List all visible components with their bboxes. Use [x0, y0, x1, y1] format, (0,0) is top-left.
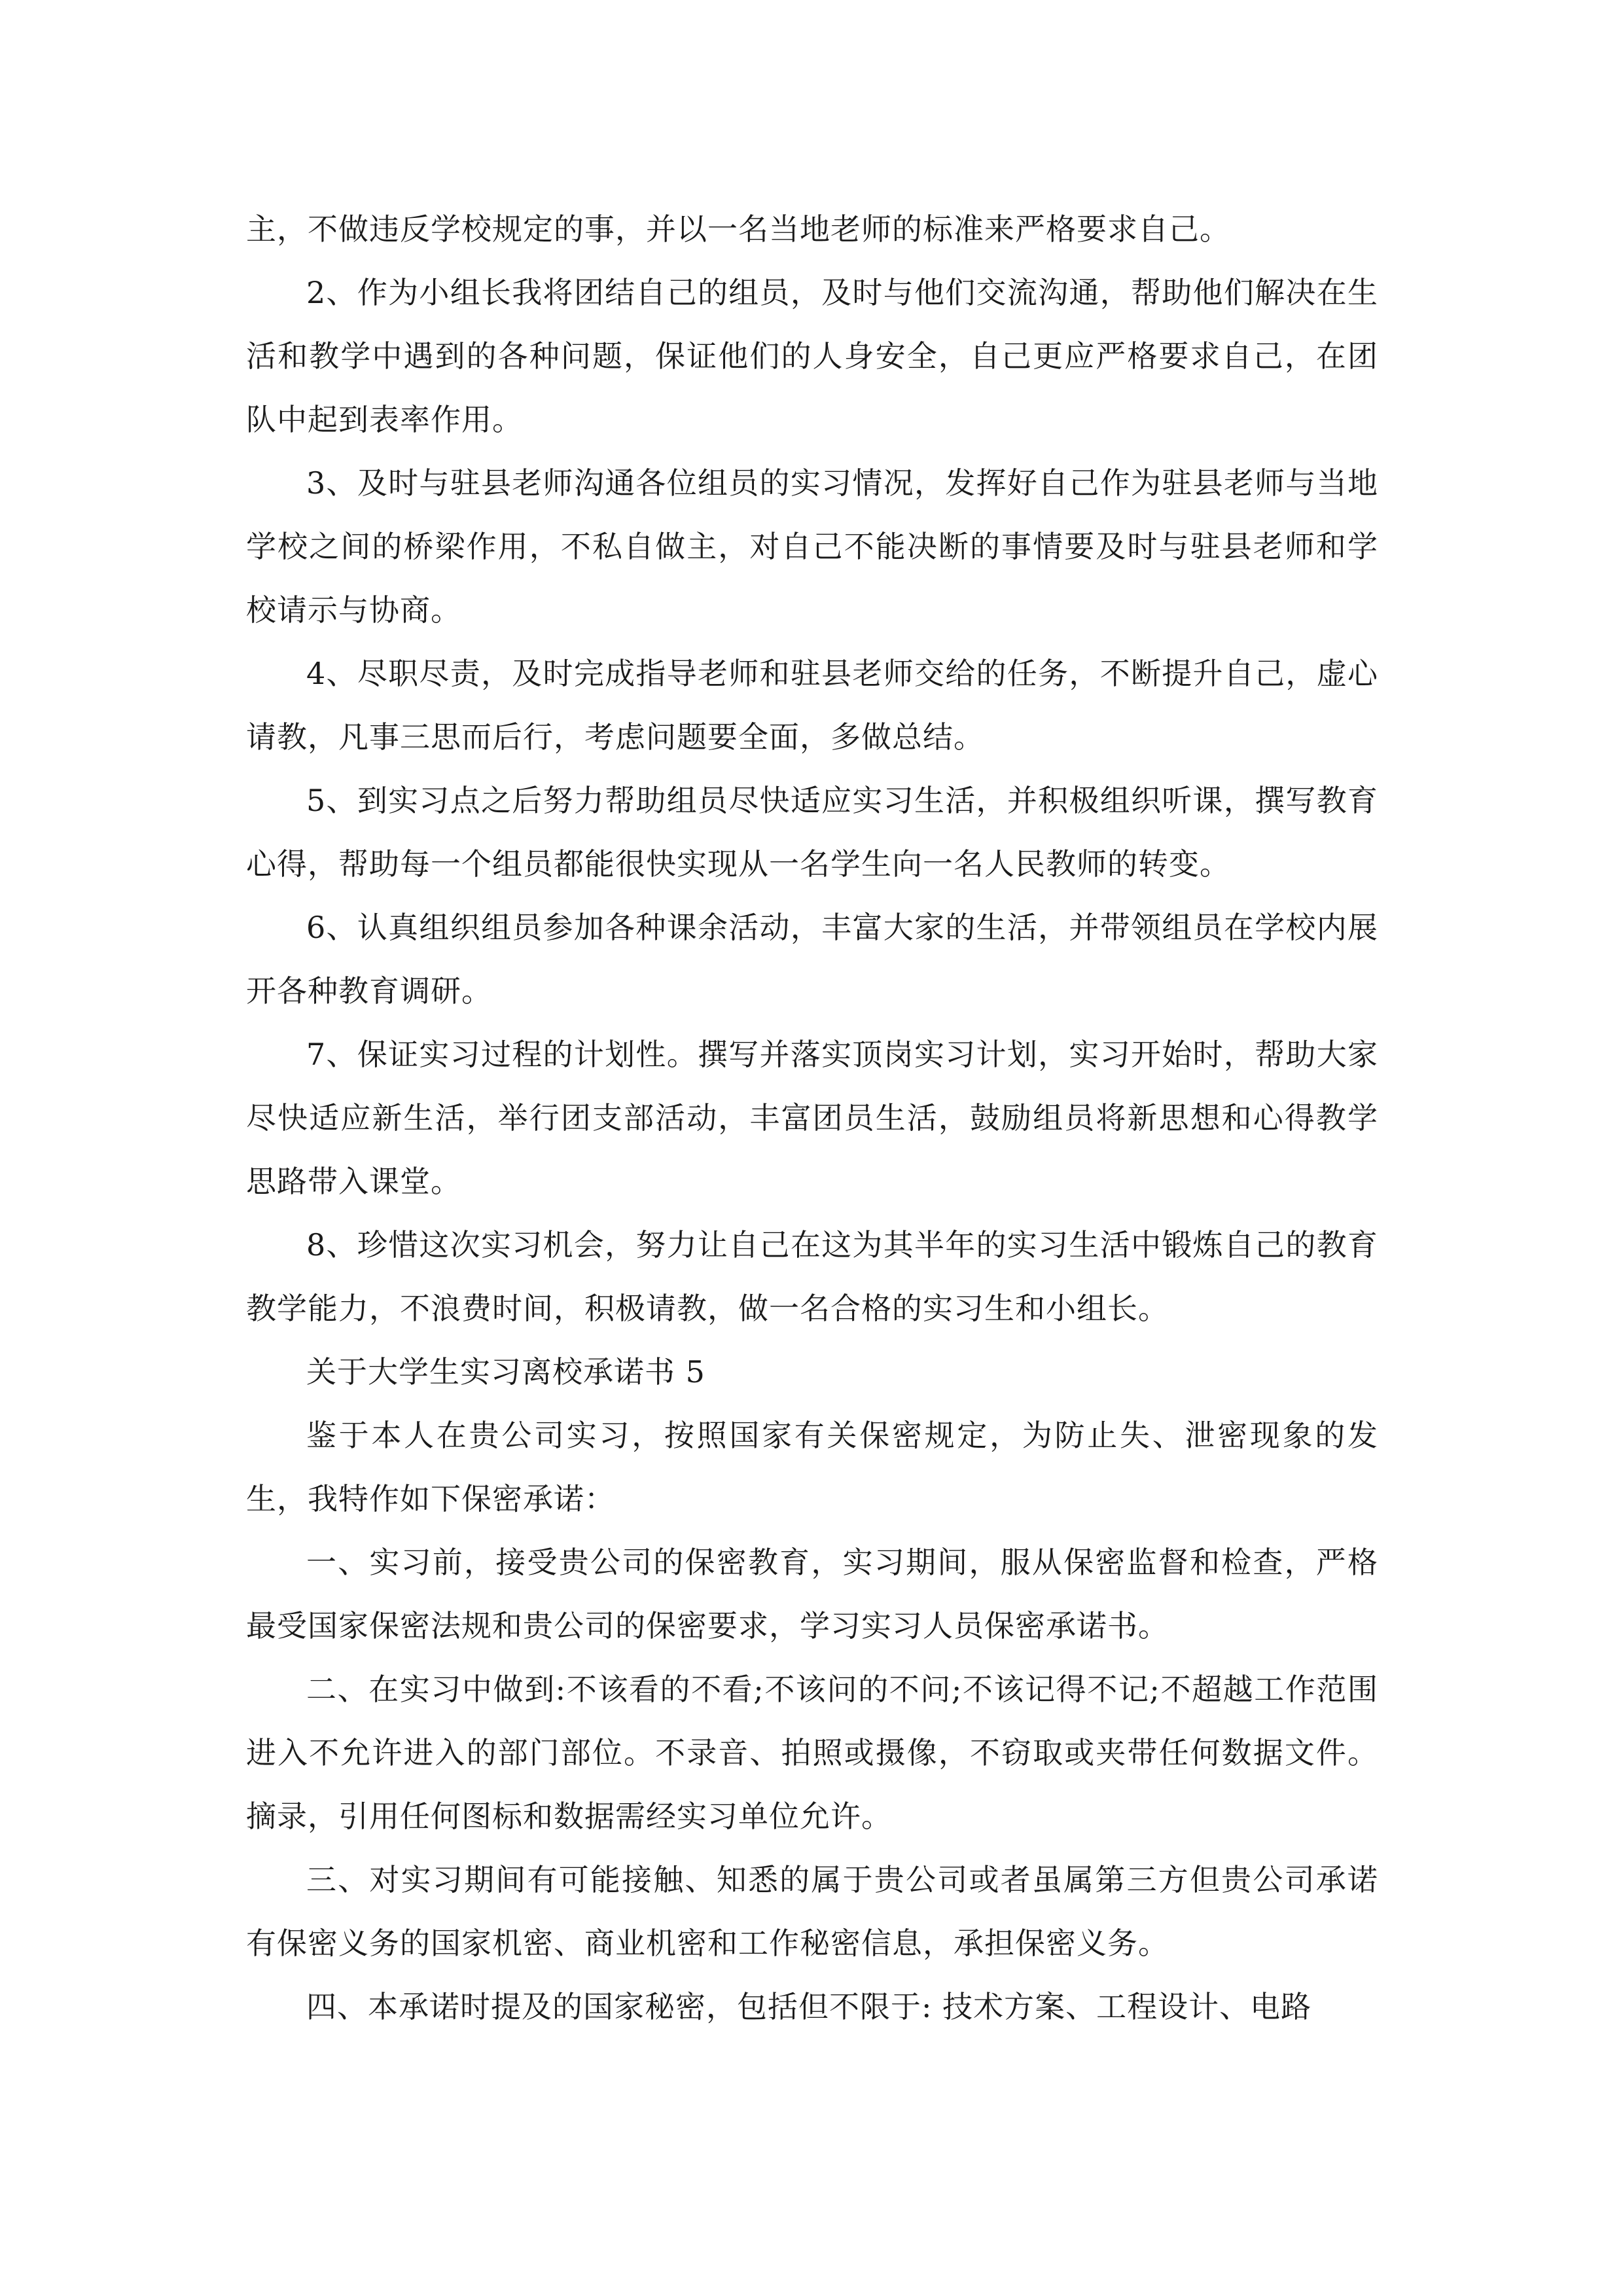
- paragraph-item-6: 6、认真组织组员参加各种课余活动，丰富大家的生活，并带领组员在学校内展开各种教育调研。: [246, 910, 1378, 1009]
- paragraph-clause-2: 二、在实习中做到:不该看的不看;不该问的不问;不该记得不记;不超越工作范围进入不允许进入的部门部位。不录音、拍照或摄像，不窃取或夹带任何数据文件。摘录，引用任何图标和数据需经实习单位允许。: [246, 1672, 1378, 1834]
- paragraph-clause-1: 一、实习前，接受贵公司的保密教育，实习期间，服从保密监督和检查，严格最受国家保密法规和贵公司的保密要求，学习实习人员保密承诺书。: [246, 1545, 1378, 1643]
- paragraph-item-2: 2、作为小组长我将团结自己的组员，及时与他们交流沟通，帮助他们解决在生活和教学中遇到的各种问题，保证他们的人身安全，自己更应严格要求自己，在团队中起到表率作用。: [246, 275, 1378, 437]
- section-heading: 关于大学生实习离校承诺书 5: [306, 1354, 705, 1390]
- paragraph-item-7: 7、保证实习过程的计划性。撰写并落实顶岗实习计划，实习开始时，帮助大家尽快适应新生活，举行团支部活动，丰富团员生活，鼓励组员将新思想和心得教学思路带入课堂。: [246, 1037, 1378, 1199]
- paragraph-item-5: 5、到实习点之后努力帮助组员尽快适应实习生活，并积极组织听课，撰写教育心得，帮助每一个组员都能很快实现从一名学生向一名人民教师的转变。: [246, 783, 1378, 882]
- paragraph-intro: 鉴于本人在贵公司实习，按照国家有关保密规定，为防止失、泄密现象的发生，我特作如下保密承诺：: [246, 1418, 1378, 1516]
- paragraph-item-4: 4、尽职尽责，及时完成指导老师和驻县老师交给的任务，不断提升自己，虚心请教，凡事三思而后行，考虑问题要全面，多做总结。: [246, 656, 1378, 755]
- paragraph-item-8: 8、珍惜这次实习机会，努力让自己在这为其半年的实习生活中锻炼自己的教育教学能力，不浪费时间，积极请教，做一名合格的实习生和小组长。: [246, 1227, 1378, 1326]
- paragraph-continuation: 主，不做违反学校规定的事，并以一名当地老师的标准来严格要求自己。: [246, 211, 1230, 247]
- document-body: [246, 198, 1378, 2039]
- paragraph-clause-4: 四、本承诺时提及的国家秘密，包括但不限于: 技术方案、工程设计、电路: [306, 1989, 1312, 2024]
- paragraph-clause-3: 三、对实习期间有可能接触、知悉的属于贵公司或者虽属第三方但贵公司承诺有保密义务的国家机密、商业机密和工作秘密信息，承担保密义务。: [246, 1862, 1378, 1961]
- paragraph-item-3: 3、及时与驻县老师沟通各位组员的实习情况，发挥好自己作为驻县老师与当地学校之间的桥梁作用，不私自做主，对自己不能决断的事情要及时与驻县老师和学校请示与协商。: [246, 465, 1378, 628]
